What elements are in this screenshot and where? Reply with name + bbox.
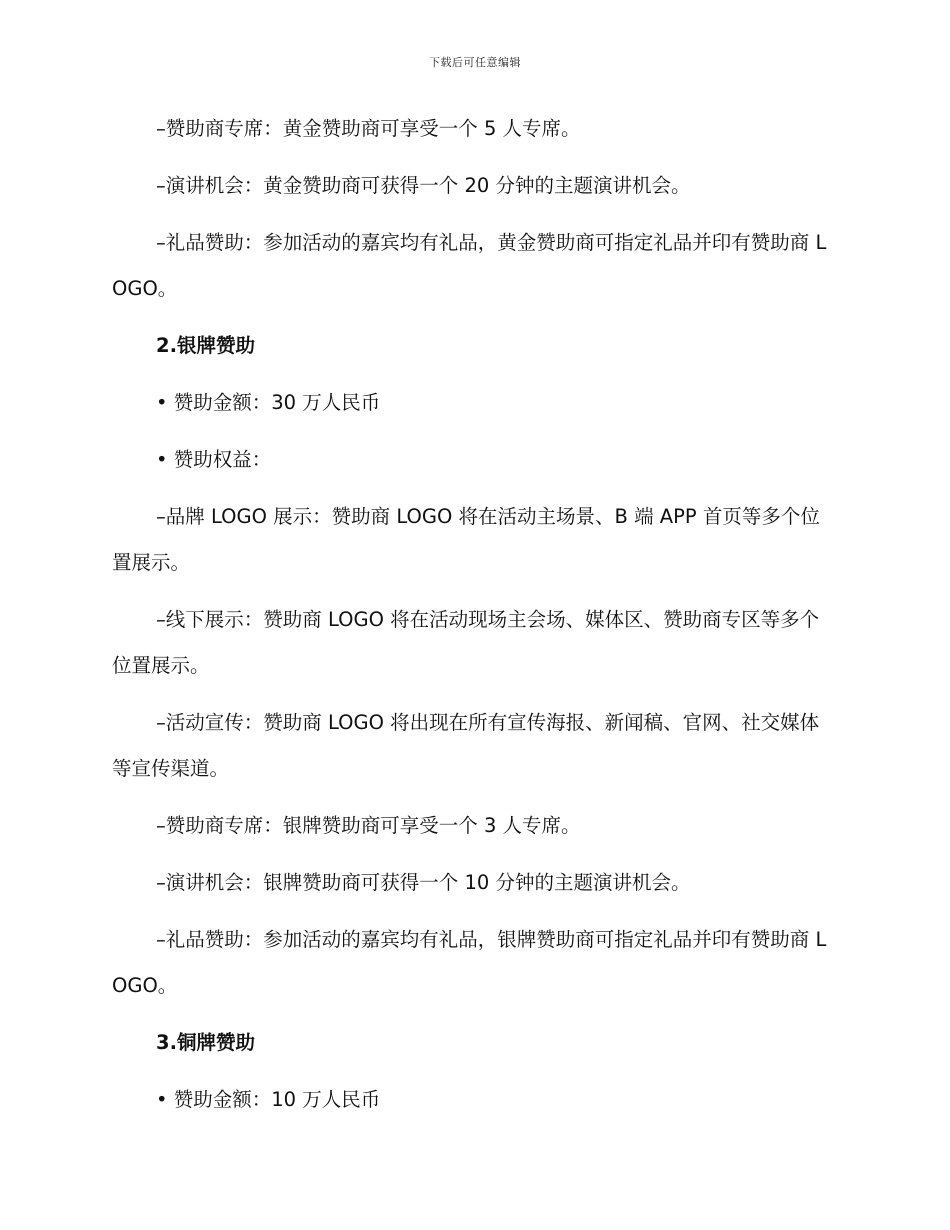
paragraph-gold-seat: –赞助商专席：黄金赞助商可享受一个 5 人专席。 (156, 117, 581, 140)
document-body (112, 106, 834, 1134)
paragraph-silver-speech: –演讲机会：银牌赞助商可获得一个 10 分钟的主题演讲机会。 (156, 871, 691, 894)
paragraph-gold-gift: –礼品赞助：参加活动的嘉宾均有礼品，黄金赞助商可指定礼品并印有赞助商 LOGO。 (112, 231, 827, 300)
paragraph-bronze-amount: • 赞助金额：10 万人民币 (156, 1088, 381, 1111)
paragraph-gold-speech: –演讲机会：黄金赞助商可获得一个 20 分钟的主题演讲机会。 (156, 174, 691, 197)
section-heading-bronze: 3.铜牌赞助 (156, 1031, 255, 1054)
paragraph-silver-logo-display: –品牌 LOGO 展示：赞助商 LOGO 将在活动主场景、B 端 APP 首页等多个位置展示。 (112, 505, 820, 574)
section-heading-silver: 2.银牌赞助 (156, 334, 255, 357)
paragraph-silver-amount: • 赞助金额：30 万人民币 (156, 391, 381, 414)
paragraph-silver-offline-display: –线下展示：赞助商 LOGO 将在活动现场主会场、媒体区、赞助商专区等多个位置展示。 (112, 608, 820, 677)
paragraph-silver-benefits: • 赞助权益： (156, 448, 272, 471)
paragraph-silver-seat: –赞助商专席：银牌赞助商可享受一个 3 人专席。 (156, 814, 581, 837)
page-header-watermark: 下载后可任意编辑 (429, 56, 521, 69)
paragraph-silver-promotion: –活动宣传：赞助商 LOGO 将出现在所有宣传海报、新闻稿、官网、社交媒体等宣传渠道。 (112, 711, 820, 780)
paragraph-silver-gift: –礼品赞助：参加活动的嘉宾均有礼品，银牌赞助商可指定礼品并印有赞助商 LOGO。 (112, 928, 827, 997)
